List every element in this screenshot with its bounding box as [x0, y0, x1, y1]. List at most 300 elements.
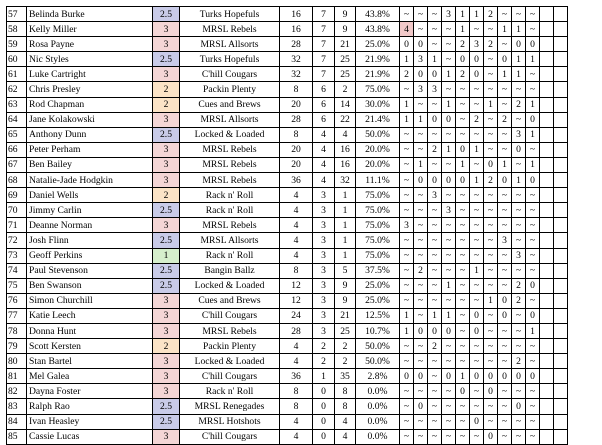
match-score-cell: 1	[470, 263, 484, 278]
match-score-cell: ~	[456, 308, 470, 323]
match-score-cell: 1	[526, 323, 540, 338]
match-score-cell: ~	[512, 82, 526, 97]
rank-cell: 77	[7, 308, 27, 323]
handicap-cell: 3	[153, 157, 180, 172]
match-score-cell: ~	[400, 188, 414, 203]
blank-cell	[540, 339, 554, 354]
match-score-cell: 1	[442, 278, 456, 293]
win-percent-cell: 12.5%	[356, 308, 400, 323]
match-score-cell: 0	[484, 384, 498, 399]
rank-cell: 57	[7, 7, 27, 22]
played-cell: 8	[280, 384, 313, 399]
match-score-cell: 1	[526, 97, 540, 112]
blank-cell	[554, 293, 568, 308]
match-score-cell: 1	[526, 127, 540, 142]
match-score-cell: ~	[484, 203, 498, 218]
match-score-cell: ~	[442, 384, 456, 399]
match-score-cell: 0	[414, 399, 428, 414]
handicap-cell: 3	[153, 308, 180, 323]
match-score-cell: 0	[512, 37, 526, 52]
match-score-cell: 1	[428, 52, 442, 67]
blank-cell	[554, 218, 568, 233]
match-score-cell: ~	[442, 414, 456, 429]
match-score-cell: ~	[414, 7, 428, 22]
rank-cell: 64	[7, 112, 27, 127]
match-score-cell: ~	[400, 173, 414, 188]
played-cell: 28	[280, 112, 313, 127]
match-score-cell: ~	[498, 354, 512, 369]
won-cell: 0	[313, 429, 335, 444]
match-score-cell: ~	[512, 339, 526, 354]
blank-cell	[540, 278, 554, 293]
lost-cell: 1	[335, 233, 356, 248]
match-score-cell: ~	[484, 22, 498, 37]
handicap-cell: 3	[153, 354, 180, 369]
lost-cell: 9	[335, 7, 356, 22]
match-score-cell: ~	[414, 293, 428, 308]
team-name-cell: Rack n' Roll	[180, 188, 280, 203]
match-score-cell: ~	[414, 127, 428, 142]
match-score-cell: ~	[470, 97, 484, 112]
match-score-cell: ~	[484, 339, 498, 354]
lost-cell: 25	[335, 67, 356, 82]
match-score-cell: 1	[498, 22, 512, 37]
match-score-cell: ~	[484, 127, 498, 142]
match-score-cell: 0	[498, 308, 512, 323]
player-name-cell: Josh Flinn	[27, 233, 153, 248]
match-score-cell: ~	[526, 293, 540, 308]
match-score-cell: 2	[484, 7, 498, 22]
won-cell: 6	[313, 82, 335, 97]
match-score-cell: ~	[442, 354, 456, 369]
handicap-cell: 3	[153, 429, 180, 444]
lost-cell: 9	[335, 293, 356, 308]
handicap-cell: 3	[153, 37, 180, 52]
blank-cell	[554, 354, 568, 369]
played-cell: 4	[280, 248, 313, 263]
team-name-cell: Locked & Loaded	[180, 127, 280, 142]
match-score-cell: 0	[512, 399, 526, 414]
player-name-cell: Ivan Heasley	[27, 414, 153, 429]
match-score-cell: ~	[512, 7, 526, 22]
team-name-cell: MRSL Allsorts	[180, 37, 280, 52]
win-percent-cell: 75.0%	[356, 218, 400, 233]
blank-cell	[540, 157, 554, 172]
match-score-cell: 1	[512, 52, 526, 67]
win-percent-cell: 50.0%	[356, 127, 400, 142]
table-row	[7, 414, 568, 429]
won-cell: 3	[313, 203, 335, 218]
match-score-cell: 0	[428, 67, 442, 82]
table-row	[7, 22, 568, 37]
match-score-cell: ~	[414, 233, 428, 248]
rank-cell: 60	[7, 52, 27, 67]
match-score-cell: ~	[456, 127, 470, 142]
blank-cell	[554, 22, 568, 37]
match-score-cell: ~	[400, 399, 414, 414]
match-score-cell: ~	[484, 142, 498, 157]
team-name-cell: Packin Plenty	[180, 339, 280, 354]
player-name-cell: Ben Bailey	[27, 157, 153, 172]
match-score-cell: ~	[470, 233, 484, 248]
match-score-cell: ~	[442, 188, 456, 203]
blank-cell	[540, 369, 554, 384]
match-score-cell: ~	[484, 67, 498, 82]
match-score-cell: ~	[526, 384, 540, 399]
team-name-cell: Rack n' Roll	[180, 248, 280, 263]
lost-cell: 25	[335, 323, 356, 338]
handicap-cell: 2.5	[153, 278, 180, 293]
match-score-cell: ~	[470, 293, 484, 308]
played-cell: 32	[280, 67, 313, 82]
blank-cell	[554, 173, 568, 188]
blank-cell	[554, 157, 568, 172]
match-score-cell: ~	[512, 218, 526, 233]
team-name-cell: MRSL Allsorts	[180, 112, 280, 127]
match-score-cell: 1	[484, 293, 498, 308]
handicap-cell: 2	[153, 97, 180, 112]
blank-cell	[554, 399, 568, 414]
match-score-cell: ~	[442, 263, 456, 278]
match-score-cell: 0	[456, 173, 470, 188]
match-score-cell: ~	[428, 278, 442, 293]
match-score-cell: ~	[428, 354, 442, 369]
blank-cell	[540, 97, 554, 112]
table-row	[7, 52, 568, 67]
match-score-cell: 1	[484, 97, 498, 112]
match-score-cell: ~	[484, 323, 498, 338]
blank-cell	[540, 354, 554, 369]
match-score-cell: 1	[470, 173, 484, 188]
team-name-cell: MRSL Rebels	[180, 22, 280, 37]
table-row	[7, 37, 568, 52]
handicap-cell: 3	[153, 384, 180, 399]
blank-cell	[540, 399, 554, 414]
blank-cell	[554, 263, 568, 278]
match-score-cell: ~	[484, 52, 498, 67]
blank-cell	[540, 308, 554, 323]
match-score-cell: 2	[512, 354, 526, 369]
match-score-cell: ~	[526, 67, 540, 82]
match-score-cell: ~	[414, 429, 428, 444]
played-cell: 4	[280, 203, 313, 218]
player-name-cell: Deanne Norman	[27, 218, 153, 233]
rank-cell: 71	[7, 218, 27, 233]
lost-cell: 16	[335, 157, 356, 172]
match-score-cell: 1	[512, 173, 526, 188]
rank-cell: 84	[7, 414, 27, 429]
blank-cell	[554, 127, 568, 142]
match-score-cell: ~	[484, 354, 498, 369]
match-score-cell: ~	[414, 188, 428, 203]
match-score-cell: ~	[442, 293, 456, 308]
match-score-cell: 0	[400, 369, 414, 384]
match-score-cell: ~	[442, 399, 456, 414]
match-score-cell: 4	[400, 22, 414, 37]
match-score-cell: ~	[456, 203, 470, 218]
player-name-cell: Katie Leech	[27, 308, 153, 323]
match-score-cell: ~	[512, 429, 526, 444]
match-score-cell: 0	[470, 369, 484, 384]
match-score-cell: ~	[428, 127, 442, 142]
table-row	[7, 308, 568, 323]
match-score-cell: ~	[498, 399, 512, 414]
match-score-cell: ~	[484, 112, 498, 127]
win-percent-cell: 25.0%	[356, 37, 400, 52]
match-score-cell: 3	[414, 82, 428, 97]
blank-cell	[540, 233, 554, 248]
match-score-cell: ~	[498, 188, 512, 203]
match-score-cell: 0	[526, 308, 540, 323]
match-score-cell: 0	[442, 323, 456, 338]
match-score-cell: ~	[400, 142, 414, 157]
match-score-cell: ~	[484, 308, 498, 323]
rank-cell: 82	[7, 384, 27, 399]
win-percent-cell: 21.9%	[356, 52, 400, 67]
match-score-cell: 1	[400, 97, 414, 112]
match-score-cell: ~	[414, 278, 428, 293]
blank-cell	[540, 82, 554, 97]
team-name-cell: MRSL Allsorts	[180, 233, 280, 248]
table-row	[7, 127, 568, 142]
match-score-cell: 2	[484, 37, 498, 52]
match-score-cell: 3	[428, 82, 442, 97]
played-cell: 12	[280, 293, 313, 308]
match-score-cell: ~	[428, 22, 442, 37]
match-score-cell: ~	[414, 339, 428, 354]
handicap-cell: 2.5	[153, 127, 180, 142]
blank-cell	[540, 414, 554, 429]
table-row	[7, 157, 568, 172]
team-name-cell: MRSL Rebels	[180, 218, 280, 233]
match-score-cell: ~	[400, 233, 414, 248]
player-name-cell: Luke Cartright	[27, 67, 153, 82]
match-score-cell: ~	[470, 278, 484, 293]
win-percent-cell: 25.0%	[356, 293, 400, 308]
table-row	[7, 248, 568, 263]
player-name-cell: Rosa Payne	[27, 37, 153, 52]
match-score-cell: 3	[442, 203, 456, 218]
win-percent-cell: 75.0%	[356, 82, 400, 97]
match-score-cell: 0	[484, 429, 498, 444]
lost-cell: 2	[335, 82, 356, 97]
table-row	[7, 278, 568, 293]
match-score-cell: ~	[414, 354, 428, 369]
match-score-cell: 1	[456, 369, 470, 384]
match-score-cell: 2	[498, 112, 512, 127]
win-percent-cell: 50.0%	[356, 354, 400, 369]
team-name-cell: MRSL Rebels	[180, 142, 280, 157]
match-score-cell: 0	[498, 173, 512, 188]
lost-cell: 14	[335, 97, 356, 112]
blank-cell	[540, 112, 554, 127]
match-score-cell: ~	[470, 127, 484, 142]
blank-cell	[540, 263, 554, 278]
match-score-cell: ~	[470, 22, 484, 37]
team-name-cell: Cues and Brews	[180, 97, 280, 112]
lost-cell: 4	[335, 429, 356, 444]
lost-cell: 32	[335, 173, 356, 188]
match-score-cell: ~	[442, 218, 456, 233]
match-score-cell: ~	[400, 339, 414, 354]
match-score-cell: ~	[442, 429, 456, 444]
handicap-cell: 2	[153, 339, 180, 354]
match-score-cell: ~	[428, 369, 442, 384]
played-cell: 20	[280, 157, 313, 172]
match-score-cell: ~	[442, 52, 456, 67]
match-score-cell: ~	[498, 7, 512, 22]
match-score-cell: ~	[456, 82, 470, 97]
lost-cell: 22	[335, 112, 356, 127]
win-percent-cell: 43.8%	[356, 7, 400, 22]
handicap-cell: 2	[153, 188, 180, 203]
match-score-cell: ~	[470, 384, 484, 399]
match-score-cell: ~	[456, 323, 470, 338]
table-row	[7, 188, 568, 203]
match-score-cell: 0	[442, 112, 456, 127]
match-score-cell: 3	[498, 233, 512, 248]
played-cell: 8	[280, 127, 313, 142]
match-score-cell: ~	[526, 233, 540, 248]
match-score-cell: ~	[470, 354, 484, 369]
won-cell: 3	[313, 278, 335, 293]
win-percent-cell: 0.0%	[356, 384, 400, 399]
match-score-cell: 2	[414, 263, 428, 278]
match-score-cell: ~	[414, 203, 428, 218]
blank-cell	[554, 369, 568, 384]
blank-cell	[540, 218, 554, 233]
rank-cell: 62	[7, 82, 27, 97]
match-score-cell: ~	[512, 414, 526, 429]
win-percent-cell: 43.8%	[356, 22, 400, 37]
player-name-cell: Anthony Dunn	[27, 127, 153, 142]
table-row	[7, 293, 568, 308]
blank-cell	[540, 429, 554, 444]
match-score-cell: ~	[526, 248, 540, 263]
match-score-cell: ~	[456, 233, 470, 248]
played-cell: 4	[280, 414, 313, 429]
match-score-cell: 0	[470, 67, 484, 82]
match-score-cell: ~	[428, 293, 442, 308]
match-score-cell: ~	[470, 339, 484, 354]
team-name-cell: Bangin Ballz	[180, 263, 280, 278]
match-score-cell: 0	[470, 308, 484, 323]
match-score-cell: ~	[400, 157, 414, 172]
win-percent-cell: 21.9%	[356, 67, 400, 82]
match-score-cell: ~	[400, 278, 414, 293]
lost-cell: 1	[335, 248, 356, 263]
team-name-cell: Cues and Brews	[180, 293, 280, 308]
blank-cell	[554, 308, 568, 323]
handicap-cell: 2.5	[153, 52, 180, 67]
match-score-cell: 1	[400, 323, 414, 338]
won-cell: 0	[313, 384, 335, 399]
rank-cell: 59	[7, 37, 27, 52]
match-score-cell: 0	[414, 67, 428, 82]
player-name-cell: Jimmy Carlin	[27, 203, 153, 218]
match-score-cell: ~	[526, 218, 540, 233]
match-score-cell: 3	[442, 7, 456, 22]
player-name-cell: Rod Chapman	[27, 97, 153, 112]
handicap-cell: 2.5	[153, 414, 180, 429]
match-score-cell: 1	[414, 112, 428, 127]
match-score-cell: ~	[428, 218, 442, 233]
match-score-cell: ~	[470, 218, 484, 233]
match-score-cell: ~	[484, 263, 498, 278]
played-cell: 4	[280, 429, 313, 444]
match-score-cell: ~	[498, 127, 512, 142]
match-score-cell: ~	[456, 188, 470, 203]
rank-cell: 65	[7, 127, 27, 142]
match-score-cell: ~	[498, 248, 512, 263]
win-percent-cell: 75.0%	[356, 248, 400, 263]
lost-cell: 5	[335, 263, 356, 278]
match-score-cell: 1	[470, 7, 484, 22]
team-name-cell: C'hill Cougars	[180, 308, 280, 323]
match-score-cell: ~	[498, 82, 512, 97]
won-cell: 4	[313, 142, 335, 157]
won-cell: 6	[313, 112, 335, 127]
match-score-cell: 2	[470, 112, 484, 127]
team-name-cell: Locked & Loaded	[180, 278, 280, 293]
match-score-cell: 0	[470, 414, 484, 429]
match-score-cell: ~	[400, 263, 414, 278]
won-cell: 7	[313, 52, 335, 67]
match-score-cell: 0	[512, 369, 526, 384]
rank-cell: 73	[7, 248, 27, 263]
match-score-cell: ~	[526, 399, 540, 414]
rank-cell: 83	[7, 399, 27, 414]
player-name-cell: Kelly Miller	[27, 22, 153, 37]
match-score-cell: ~	[428, 248, 442, 263]
match-score-cell: 1	[498, 157, 512, 172]
match-score-cell: 3	[428, 188, 442, 203]
table-row	[7, 82, 568, 97]
match-score-cell: ~	[484, 218, 498, 233]
match-score-cell: ~	[456, 218, 470, 233]
match-score-cell: 1	[414, 157, 428, 172]
match-score-cell: 0	[470, 323, 484, 338]
won-cell: 3	[313, 308, 335, 323]
match-score-cell: 0	[428, 323, 442, 338]
blank-cell	[554, 67, 568, 82]
handicap-cell: 3	[153, 112, 180, 127]
player-name-cell: Nic Styles	[27, 52, 153, 67]
win-percent-cell: 21.4%	[356, 112, 400, 127]
match-score-cell: 2	[428, 142, 442, 157]
lost-cell: 25	[335, 52, 356, 67]
player-name-cell: Ralph Rao	[27, 399, 153, 414]
blank-cell	[540, 248, 554, 263]
won-cell: 6	[313, 97, 335, 112]
table-row	[7, 203, 568, 218]
match-score-cell: 3	[470, 37, 484, 52]
lost-cell: 1	[335, 188, 356, 203]
match-score-cell: ~	[456, 293, 470, 308]
match-score-cell: ~	[512, 203, 526, 218]
played-cell: 16	[280, 7, 313, 22]
blank-cell	[540, 37, 554, 52]
match-score-cell: ~	[442, 82, 456, 97]
match-score-cell: 0	[456, 142, 470, 157]
match-score-cell: ~	[484, 233, 498, 248]
match-score-cell: ~	[414, 414, 428, 429]
match-score-cell: ~	[456, 414, 470, 429]
played-cell: 24	[280, 308, 313, 323]
win-percent-cell: 30.0%	[356, 97, 400, 112]
match-score-cell: 0	[470, 52, 484, 67]
match-score-cell: 0	[526, 173, 540, 188]
